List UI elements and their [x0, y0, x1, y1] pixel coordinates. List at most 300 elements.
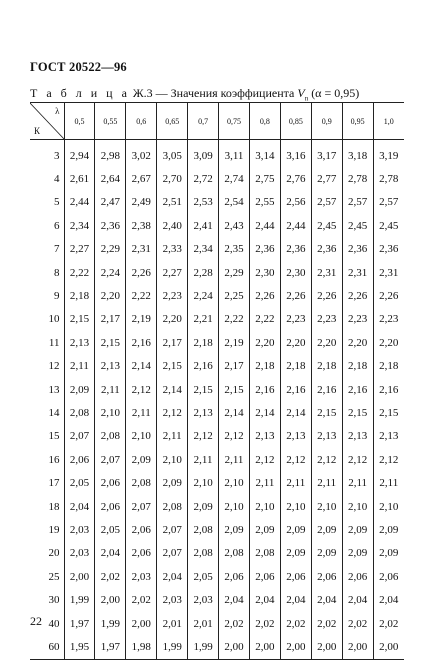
- table-cell: 2,17: [95, 308, 126, 331]
- table-cell: 2,15: [342, 401, 373, 424]
- table-cell: 2,02: [311, 612, 342, 635]
- table-cell: 2,15: [219, 378, 250, 401]
- row-k-cell: 60: [30, 635, 64, 659]
- table-cell: 2,02: [219, 612, 250, 635]
- table-cell: 2,16: [342, 378, 373, 401]
- table-cell: 2,08: [219, 542, 250, 565]
- table-cell: 2,13: [342, 425, 373, 448]
- table-cell: 2,13: [379, 430, 399, 443]
- lambda-label: λ: [55, 106, 60, 116]
- table-cell: 2,45: [311, 214, 342, 237]
- table-cell: 2,10: [342, 495, 373, 518]
- table-cell: 3,18: [342, 140, 373, 168]
- table-cell: 2,74: [219, 167, 250, 190]
- table-cell: 2,12: [157, 401, 188, 424]
- table-cell: 2,18: [342, 355, 373, 378]
- table-cell: 2,02: [379, 617, 399, 630]
- table-cell: 2,24: [95, 261, 126, 284]
- table-cell: 2,06: [342, 565, 373, 588]
- row-k-cell: 16: [30, 448, 64, 471]
- table-row: [30, 612, 404, 635]
- table-cell: 2,31: [379, 266, 399, 279]
- table-row: [30, 261, 404, 284]
- table-cell: 2,55: [249, 191, 280, 214]
- table-cell: 2,10: [219, 471, 250, 494]
- table-cell: 3,14: [249, 140, 280, 168]
- table-cell: 2,14: [219, 401, 250, 424]
- table-cell: 2,31: [311, 261, 342, 284]
- table-cell: 2,26: [280, 284, 311, 307]
- column-header: 0,75: [219, 103, 250, 140]
- table-cell: 2,02: [342, 612, 373, 635]
- table-cell: 2,30: [280, 261, 311, 284]
- table-cell: 2,34: [188, 238, 219, 261]
- table-row: [30, 588, 404, 611]
- document-header: ГОСТ 20522—96: [30, 60, 127, 74]
- table-cell: 2,17: [219, 355, 250, 378]
- row-k-cell: 19: [30, 518, 64, 541]
- table-cell: 2,11: [379, 477, 399, 490]
- table-cell: 2,23: [311, 308, 342, 331]
- table-cell: 2,10: [95, 401, 126, 424]
- table-cell: 2,07: [64, 425, 95, 448]
- table-cell: 2,03: [64, 518, 95, 541]
- table-cell: 2,26: [311, 284, 342, 307]
- table-cell: 2,04: [95, 542, 126, 565]
- table-cell: 3,16: [280, 140, 311, 168]
- table-cell: 2,26: [379, 290, 399, 303]
- table-cell: 2,15: [157, 355, 188, 378]
- table-cell: 2,07: [95, 448, 126, 471]
- table-cell: 2,06: [379, 570, 399, 583]
- table-cell: 2,00: [280, 635, 311, 659]
- column-header: 0,6: [126, 103, 157, 140]
- table-cell: 2,16: [126, 331, 157, 354]
- row-k-cell: 18: [30, 495, 64, 518]
- table-cell: 2,22: [126, 284, 157, 307]
- table-cell: 2,06: [219, 565, 250, 588]
- table-cell: 2,24: [188, 284, 219, 307]
- table-cell: 2,16: [188, 355, 219, 378]
- table-cell: 2,14: [157, 378, 188, 401]
- k-label: К: [34, 126, 41, 136]
- table-cell: 2,13: [188, 401, 219, 424]
- table-cell: 2,02: [95, 565, 126, 588]
- table-cell: 2,09: [280, 518, 311, 541]
- table-cell: 2,76: [280, 167, 311, 190]
- table-cell: 2,28: [188, 261, 219, 284]
- row-k-cell: 17: [30, 471, 64, 494]
- table-cell: 2,10: [280, 495, 311, 518]
- table-cell: 2,09: [280, 542, 311, 565]
- table-cell: 2,07: [157, 542, 188, 565]
- table-cell: 2,05: [64, 471, 95, 494]
- table-cell: 2,09: [379, 523, 399, 536]
- table-cell: 2,11: [188, 448, 219, 471]
- table-cell: 2,19: [126, 308, 157, 331]
- table-cell: 2,57: [379, 196, 399, 209]
- table-cell: 2,45: [342, 214, 373, 237]
- table-cell: 2,14: [249, 401, 280, 424]
- table-cell: 2,10: [126, 425, 157, 448]
- row-k-cell: 25: [30, 565, 64, 588]
- table-row: [30, 191, 404, 214]
- caption-subscript: n: [304, 94, 309, 103]
- page-number: 22: [30, 614, 42, 628]
- table-cell: 2,08: [157, 495, 188, 518]
- table-cell: 2,44: [249, 214, 280, 237]
- table-body: [30, 140, 404, 660]
- table-cell: 2,10: [157, 448, 188, 471]
- row-k-cell: 40: [30, 612, 64, 635]
- table-cell: 2,11: [126, 401, 157, 424]
- table-cell: 2,14: [280, 401, 311, 424]
- table-row: [30, 355, 404, 378]
- column-header: 0,8: [249, 103, 280, 140]
- table-cell: 2,77: [311, 167, 342, 190]
- table-cell: 2,16: [249, 378, 280, 401]
- table-cell: 2,11: [342, 471, 373, 494]
- table-cell: 2,13: [311, 425, 342, 448]
- table-cell: 2,35: [219, 238, 250, 261]
- table-cell: 2,08: [126, 471, 157, 494]
- table-cell: 2,00: [95, 588, 126, 611]
- table-corner-cell: [30, 103, 64, 140]
- column-header: 0,9: [311, 103, 342, 140]
- table-cell: 2,34: [64, 214, 95, 237]
- table-cell: 2,04: [280, 588, 311, 611]
- table-cell: 2,17: [157, 331, 188, 354]
- table-cell: 2,23: [342, 308, 373, 331]
- table-cell: 2,11: [311, 471, 342, 494]
- column-header: 0,95: [342, 103, 373, 140]
- row-k-cell: 20: [30, 542, 64, 565]
- table-cell: 2,15: [379, 406, 399, 419]
- table-cell: 2,26: [342, 284, 373, 307]
- table-cell: 2,16: [280, 378, 311, 401]
- table-cell: 2,06: [249, 565, 280, 588]
- table-cell: 2,16: [379, 383, 399, 396]
- table-cell: 2,40: [157, 214, 188, 237]
- table-cell: 2,15: [188, 378, 219, 401]
- row-k-cell: 14: [30, 401, 64, 424]
- table-cell: 2,05: [95, 518, 126, 541]
- table-cell: 2,06: [311, 565, 342, 588]
- table-cell: 2,04: [311, 588, 342, 611]
- row-k-cell: 30: [30, 588, 64, 611]
- table-cell: 2,06: [126, 542, 157, 565]
- table-cell: 3,11: [219, 140, 250, 168]
- table-cell: 2,18: [249, 355, 280, 378]
- table-cell: 3,09: [188, 140, 219, 168]
- table-cell: 2,56: [280, 191, 311, 214]
- table-cell: 2,04: [342, 588, 373, 611]
- column-header: 0,7: [188, 103, 219, 140]
- table-cell: 2,78: [379, 173, 399, 186]
- table-cell: 2,05: [188, 565, 219, 588]
- table-cell: 2,26: [126, 261, 157, 284]
- table-cell: 2,09: [219, 518, 250, 541]
- table-cell: 2,11: [249, 471, 280, 494]
- table-cell: 2,01: [188, 612, 219, 635]
- table-cell: 2,06: [280, 565, 311, 588]
- table-cell: 3,05: [157, 140, 188, 168]
- table-cell: 2,03: [126, 565, 157, 588]
- table-cell: 2,11: [64, 355, 95, 378]
- table-cell: 2,44: [280, 214, 311, 237]
- table-cell: 2,10: [379, 500, 399, 513]
- table-cell: 2,11: [95, 378, 126, 401]
- table-cell: 2,06: [64, 448, 95, 471]
- table-cell: 2,03: [157, 588, 188, 611]
- table-cell: 2,09: [249, 518, 280, 541]
- table-cell: 2,27: [64, 238, 95, 261]
- table-cell: 2,36: [311, 238, 342, 261]
- table-cell: 2,09: [342, 518, 373, 541]
- caption-suffix: (α = 0,95): [311, 86, 360, 100]
- table-cell: 2,12: [280, 448, 311, 471]
- table-cell: 2,22: [64, 261, 95, 284]
- table-cell: 2,04: [64, 495, 95, 518]
- row-k-cell: 9: [30, 284, 64, 307]
- table-cell: 2,04: [249, 588, 280, 611]
- table-cell: 2,12: [311, 448, 342, 471]
- table-row: [30, 425, 404, 448]
- row-k-cell: 7: [30, 238, 64, 261]
- table-cell: 2,31: [126, 238, 157, 261]
- caption-prefix: Т а б л и ц а: [30, 86, 130, 100]
- column-header: 0,85: [280, 103, 311, 140]
- row-k-cell: 15: [30, 425, 64, 448]
- table-cell: 2,31: [342, 261, 373, 284]
- table-cell: 2,47: [95, 191, 126, 214]
- table-cell: 2,13: [280, 425, 311, 448]
- table-row: [30, 565, 404, 588]
- row-k-cell: 3: [30, 140, 64, 168]
- table-row: [30, 518, 404, 541]
- table-cell: 2,41: [188, 214, 219, 237]
- table-row: [30, 308, 404, 331]
- table-cell: 2,00: [219, 635, 250, 659]
- table-cell: 2,30: [249, 261, 280, 284]
- table-cell: 2,18: [379, 360, 399, 373]
- table-cell: 2,78: [342, 167, 373, 190]
- table-cell: 2,14: [126, 355, 157, 378]
- table-row: [30, 401, 404, 424]
- table-row: [30, 471, 404, 494]
- table-cell: 2,13: [64, 331, 95, 354]
- table-row: [30, 635, 404, 659]
- table-cell: 3,19: [379, 149, 399, 162]
- caption-label: Ж.3 — Значения коэффициента: [132, 86, 295, 100]
- table-cell: 2,02: [126, 588, 157, 611]
- table-cell: 2,23: [157, 284, 188, 307]
- table-cell: 2,16: [311, 378, 342, 401]
- table-cell: 2,36: [95, 214, 126, 237]
- table-row: [30, 284, 404, 307]
- column-header: 0,55: [95, 103, 126, 140]
- table-cell: 2,00: [379, 640, 399, 653]
- row-k-cell: 12: [30, 355, 64, 378]
- table-cell: 2,08: [64, 401, 95, 424]
- table-cell: 2,02: [280, 612, 311, 635]
- column-header: 0,65: [157, 103, 188, 140]
- table-caption: [30, 86, 359, 102]
- table-cell: 1,95: [64, 635, 95, 659]
- table-cell: 2,20: [157, 308, 188, 331]
- table-row: [30, 495, 404, 518]
- table-cell: 2,36: [379, 243, 399, 256]
- table-cell: 2,20: [379, 336, 399, 349]
- table-cell: 2,57: [311, 191, 342, 214]
- table-cell: 2,38: [126, 214, 157, 237]
- table-cell: 2,15: [64, 308, 95, 331]
- table-cell: 2,13: [249, 425, 280, 448]
- table-row: [30, 214, 404, 237]
- table-cell: 2,08: [249, 542, 280, 565]
- table-cell: 2,53: [188, 191, 219, 214]
- table-header-row: [30, 103, 404, 140]
- table-row: [30, 331, 404, 354]
- table-cell: 2,49: [126, 191, 157, 214]
- table-cell: 2,04: [379, 594, 399, 607]
- table-cell: 2,70: [157, 167, 188, 190]
- table-cell: 2,06: [95, 495, 126, 518]
- table-cell: 1,97: [64, 612, 95, 635]
- table-cell: 2,33: [157, 238, 188, 261]
- table-cell: 2,08: [188, 542, 219, 565]
- table-row: [30, 378, 404, 401]
- table-cell: 2,19: [219, 331, 250, 354]
- table-cell: 2,12: [188, 425, 219, 448]
- caption-symbol: V: [297, 86, 305, 100]
- table-cell: 2,11: [280, 471, 311, 494]
- table-cell: 3,17: [311, 140, 342, 168]
- table-cell: 2,45: [379, 219, 399, 232]
- table-cell: 2,64: [95, 167, 126, 190]
- table-cell: 1,99: [64, 588, 95, 611]
- table-cell: 2,18: [280, 355, 311, 378]
- table-cell: 2,13: [95, 355, 126, 378]
- coefficient-table: [30, 102, 404, 660]
- table-cell: 2,10: [188, 471, 219, 494]
- column-header: 0,5: [64, 103, 95, 140]
- table-cell: 2,15: [95, 331, 126, 354]
- table-cell: 2,09: [126, 448, 157, 471]
- table-cell: 2,20: [95, 284, 126, 307]
- table-cell: 2,09: [188, 495, 219, 518]
- table-cell: 2,61: [64, 167, 95, 190]
- table-cell: 2,10: [219, 495, 250, 518]
- table-cell: 2,12: [379, 453, 399, 466]
- table-cell: 2,12: [342, 448, 373, 471]
- column-header: 1,0: [373, 103, 404, 140]
- row-k-cell: 5: [30, 191, 64, 214]
- table-cell: 2,12: [126, 378, 157, 401]
- table-cell: 2,51: [157, 191, 188, 214]
- table-cell: 2,22: [219, 308, 250, 331]
- table-cell: 2,94: [64, 140, 95, 168]
- table-cell: 2,98: [95, 140, 126, 168]
- table-row: [30, 140, 404, 168]
- table-cell: 2,36: [280, 238, 311, 261]
- table-cell: 2,54: [219, 191, 250, 214]
- table-cell: 2,01: [157, 612, 188, 635]
- table-cell: 2,00: [342, 635, 373, 659]
- table-cell: 2,72: [188, 167, 219, 190]
- table-cell: 2,10: [311, 495, 342, 518]
- table-cell: 2,07: [157, 518, 188, 541]
- table-cell: 2,36: [249, 238, 280, 261]
- table-cell: 2,44: [64, 191, 95, 214]
- table-cell: 2,09: [157, 471, 188, 494]
- table-cell: 2,00: [311, 635, 342, 659]
- table-cell: 2,57: [342, 191, 373, 214]
- table-cell: 2,07: [126, 495, 157, 518]
- table-cell: 2,09: [311, 542, 342, 565]
- table-cell: 2,08: [188, 518, 219, 541]
- table-cell: 2,09: [342, 542, 373, 565]
- table-cell: 2,09: [379, 547, 399, 560]
- table-cell: 2,20: [249, 331, 280, 354]
- table-cell: 2,06: [126, 518, 157, 541]
- table-cell: 2,08: [95, 425, 126, 448]
- table-cell: 2,27: [157, 261, 188, 284]
- coefficient-table-container: [30, 102, 404, 653]
- table-cell: 3,02: [126, 140, 157, 168]
- row-k-cell: 10: [30, 308, 64, 331]
- table-cell: 2,21: [188, 308, 219, 331]
- table-cell: 2,12: [249, 448, 280, 471]
- table-cell: 2,11: [157, 425, 188, 448]
- table-cell: 2,29: [219, 261, 250, 284]
- table-cell: 2,67: [126, 167, 157, 190]
- table-cell: 1,98: [126, 635, 157, 659]
- table-cell: 2,23: [280, 308, 311, 331]
- table-cell: 2,12: [219, 425, 250, 448]
- table-cell: 2,75: [249, 167, 280, 190]
- table-cell: 2,23: [379, 313, 399, 326]
- table-cell: 1,99: [157, 635, 188, 659]
- table-cell: 2,43: [219, 214, 250, 237]
- table-cell: 2,04: [219, 588, 250, 611]
- table-cell: 2,29: [95, 238, 126, 261]
- table-cell: 2,09: [64, 378, 95, 401]
- table-cell: 1,97: [95, 635, 126, 659]
- table-cell: 2,20: [342, 331, 373, 354]
- table-cell: 2,03: [64, 542, 95, 565]
- row-k-cell: 13: [30, 378, 64, 401]
- table-row: [30, 448, 404, 471]
- table-cell: 2,09: [311, 518, 342, 541]
- table-cell: 2,18: [64, 284, 95, 307]
- table-cell: 2,11: [219, 448, 250, 471]
- table-cell: 2,25: [219, 284, 250, 307]
- table-cell: 2,20: [311, 331, 342, 354]
- table-cell: 1,99: [188, 635, 219, 659]
- table-cell: 2,18: [188, 331, 219, 354]
- row-k-cell: 4: [30, 167, 64, 190]
- table-cell: 2,00: [64, 565, 95, 588]
- table-cell: 2,10: [249, 495, 280, 518]
- table-cell: 2,00: [126, 612, 157, 635]
- row-k-cell: 11: [30, 331, 64, 354]
- table-row: [30, 542, 404, 565]
- table-cell: 2,36: [342, 238, 373, 261]
- table-cell: 1,99: [95, 612, 126, 635]
- table-cell: 2,22: [249, 308, 280, 331]
- table-cell: 2,06: [95, 471, 126, 494]
